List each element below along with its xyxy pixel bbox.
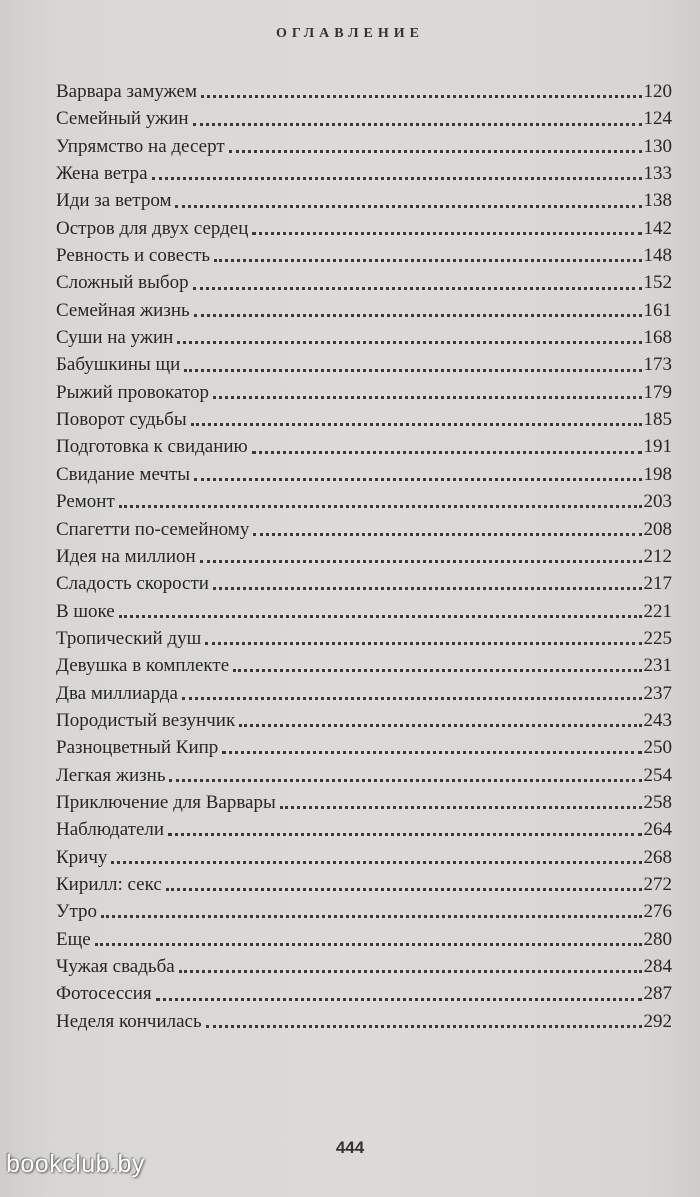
toc-entry-page: 138 [643, 190, 672, 212]
toc-entry [56, 980, 672, 1007]
toc-dot-leader [166, 875, 642, 894]
toc-entry [56, 898, 672, 925]
toc-entry-title: Ревность и совесть [56, 245, 211, 267]
toc-entry-title: Иди за ветром [56, 190, 172, 212]
page-title: ОГЛАВЛЕНИЕ [276, 26, 424, 41]
toc-dot-leader [214, 246, 641, 265]
toc-entry-title: Остров для двух сердец [56, 217, 249, 239]
toc-dot-leader [253, 520, 641, 539]
toc-entry-page: 208 [643, 518, 672, 540]
toc-entry-page: 148 [643, 245, 672, 267]
toc-dot-leader [152, 164, 642, 183]
toc-entry-page: 161 [643, 299, 672, 321]
toc-entry-page: 287 [643, 983, 672, 1005]
toc-entry-page: 191 [643, 436, 672, 458]
toc-entry [56, 105, 672, 132]
toc-entry-page: 217 [643, 573, 672, 595]
toc-entry-title: Упрямство на десерт [56, 135, 225, 157]
toc-dot-leader [222, 738, 641, 757]
toc-entry-title: Суши на ужин [56, 327, 174, 349]
toc-dot-leader [182, 684, 642, 703]
toc-entry-title: Два миллиарда [56, 682, 178, 704]
toc-entry [56, 461, 672, 488]
toc-entry-page: 120 [643, 81, 672, 102]
toc-entry [56, 953, 672, 980]
toc-entry [56, 187, 672, 214]
toc-entry-page: 173 [643, 354, 672, 376]
toc-entry-title: Кричу [56, 846, 108, 868]
toc-entry-page: 142 [643, 217, 672, 239]
toc-dot-leader [280, 793, 642, 812]
toc-dot-leader [179, 957, 642, 976]
toc-entry-page: 221 [643, 600, 672, 622]
toc-entry [56, 680, 672, 707]
toc-dot-leader [169, 766, 641, 785]
table-of-contents [56, 78, 672, 1035]
toc-dot-leader [200, 547, 642, 566]
toc-entry-title: Сложный выбор [56, 272, 189, 294]
toc-entry [56, 1008, 672, 1035]
toc-dot-leader [213, 383, 642, 402]
toc-dot-leader [213, 574, 642, 593]
toc-entry [56, 242, 672, 269]
toc-entry-title: Ремонт [56, 491, 115, 513]
toc-entry-title: Семейный ужин [56, 108, 189, 130]
toc-entry-title: Бабушкины щи [56, 354, 181, 376]
toc-entry-page: 264 [643, 819, 672, 841]
toc-entry [56, 406, 672, 433]
toc-entry-page: 258 [643, 791, 672, 813]
toc-dot-leader [252, 219, 641, 238]
toc-entry [56, 297, 672, 324]
toc-entry-page: 168 [643, 327, 672, 349]
toc-entry-title: Легкая жизнь [56, 764, 166, 786]
toc-entry-page: 254 [643, 764, 672, 786]
toc-dot-leader [229, 137, 642, 156]
toc-entry-page: 203 [643, 491, 672, 513]
toc-entry-title: Приключение для Варвары [56, 791, 276, 813]
toc-entry-page: 272 [643, 873, 672, 895]
toc-entry-title: Разноцветный Кипр [56, 737, 219, 759]
toc-dot-leader [119, 602, 642, 621]
watermark-logo: bookclub.by [6, 1150, 145, 1178]
toc-entry-page: 185 [643, 409, 672, 431]
toc-entry [56, 789, 672, 816]
toc-entry [56, 379, 672, 406]
toc-dot-leader [194, 301, 642, 320]
toc-entry [56, 78, 672, 105]
toc-dot-leader [191, 410, 642, 429]
toc-entry [56, 871, 672, 898]
toc-entry-page: 212 [643, 545, 672, 567]
toc-dot-leader [156, 985, 642, 1004]
toc-entry [56, 133, 672, 160]
toc-entry [56, 625, 672, 652]
toc-entry-page: 237 [643, 682, 672, 704]
toc-dot-leader [95, 930, 642, 949]
toc-entry-page: 124 [643, 108, 672, 130]
toc-entry-title: В шоке [56, 600, 115, 622]
toc-dot-leader [201, 82, 642, 101]
toc-entry [56, 160, 672, 187]
toc-entry-page: 276 [643, 901, 672, 923]
toc-entry [56, 762, 672, 789]
toc-entry [56, 324, 672, 351]
toc-entry-title: Спагетти по-семейному [56, 518, 250, 540]
toc-entry [56, 844, 672, 871]
toc-dot-leader [119, 492, 642, 511]
toc-entry-title: Сладость скорости [56, 573, 209, 595]
toc-entry [56, 707, 672, 734]
toc-entry [56, 269, 672, 296]
toc-entry-page: 250 [643, 737, 672, 759]
toc-entry [56, 734, 672, 761]
toc-entry [56, 816, 672, 843]
toc-entry [56, 433, 672, 460]
toc-entry-title: Идея на миллион [56, 545, 196, 567]
toc-entry [56, 351, 672, 378]
toc-entry-page: 198 [643, 463, 672, 485]
toc-dot-leader [193, 110, 642, 129]
toc-entry-page: 284 [643, 956, 672, 977]
toc-entry-title: Фотосессия [56, 983, 152, 1005]
toc-dot-leader [252, 438, 642, 457]
toc-entry-title: Семейная жизнь [56, 299, 190, 321]
toc-entry [56, 926, 672, 953]
toc-entry-title: Подготовка к свиданию [56, 436, 248, 458]
toc-entry-title: Породистый везунчик [56, 709, 236, 731]
page-number: 444 [335, 1138, 365, 1157]
toc-entry-page: 268 [643, 846, 672, 868]
toc-entry-page: 292 [643, 1010, 672, 1032]
toc-dot-leader [194, 465, 641, 484]
toc-dot-leader [101, 902, 642, 921]
toc-entry-title: Девушка в комплекте [56, 655, 230, 677]
toc-entry-title: Варвара замужем [56, 81, 197, 102]
toc-entry-title: Рыжий провокатор [56, 381, 209, 403]
toc-entry-page: 130 [643, 135, 672, 157]
toc-entry-title: Жена ветра [56, 163, 148, 185]
toc-entry-title: Поворот судьбы [56, 409, 187, 431]
toc-entry [56, 215, 672, 242]
toc-dot-leader [175, 192, 641, 211]
toc-entry [56, 570, 672, 597]
toc-entry-page: 152 [643, 272, 672, 294]
toc-entry-page: 243 [643, 709, 672, 731]
toc-entry [56, 598, 672, 625]
toc-entry-title: Чужая свадьба [56, 956, 175, 977]
toc-entry-title: Свидание мечты [56, 463, 191, 485]
toc-dot-leader [177, 328, 641, 347]
toc-entry-title: Тропический душ [56, 627, 202, 649]
toc-entry [56, 652, 672, 679]
toc-entry-title: Еще [56, 928, 91, 950]
toc-entry-title: Неделя кончилась [56, 1010, 202, 1032]
toc-entry [56, 543, 672, 570]
toc-dot-leader [193, 274, 642, 293]
toc-dot-leader [239, 711, 641, 730]
toc-dot-leader [206, 1012, 642, 1031]
toc-dot-leader [168, 820, 641, 839]
toc-entry-page: 133 [643, 163, 672, 185]
toc-entry [56, 488, 672, 515]
toc-entry-page: 280 [643, 928, 672, 950]
toc-entry-title: Кирилл: секс [56, 873, 162, 895]
toc-entry-page: 231 [643, 655, 672, 677]
toc-entry [56, 516, 672, 543]
toc-dot-leader [184, 356, 641, 375]
toc-entry-page: 179 [643, 381, 672, 403]
toc-dot-leader [205, 629, 641, 648]
toc-entry-title: Утро [56, 901, 97, 923]
toc-dot-leader [111, 848, 641, 867]
toc-entry-title: Наблюдатели [56, 819, 165, 841]
toc-entry-page: 225 [643, 627, 672, 649]
toc-dot-leader [233, 656, 641, 675]
